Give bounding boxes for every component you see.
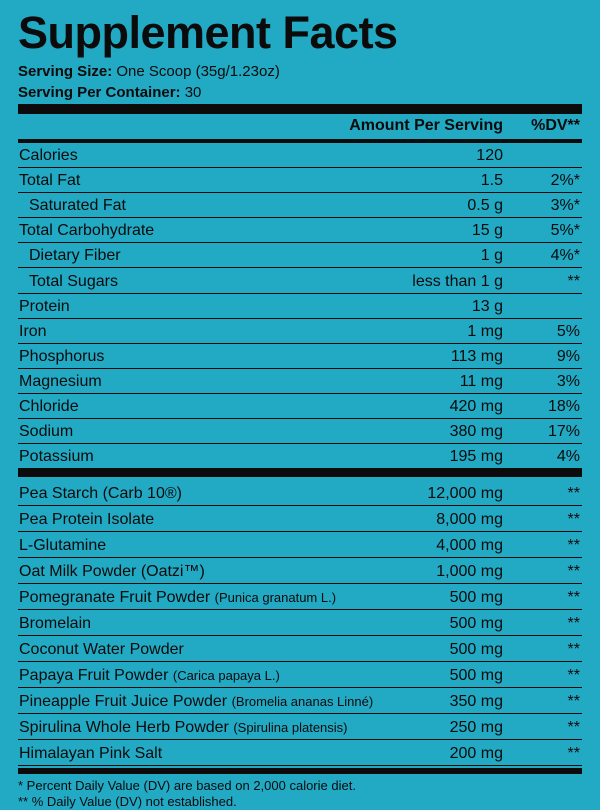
row-name-text: Dietary Fiber xyxy=(29,247,121,265)
row-name-text: Total Fat xyxy=(19,172,81,190)
row-name-text: L-Glutamine xyxy=(19,537,107,554)
row-name-text: Coconut Water Powder xyxy=(19,641,184,658)
row-amount: 420 mg xyxy=(449,398,503,415)
servings-per-container-value: 30 xyxy=(180,84,202,101)
row-scientific-name: (Bromelia ananas Linné) xyxy=(231,694,374,709)
table-row xyxy=(18,481,582,506)
row-amount: 1.5 xyxy=(480,172,503,190)
row-name xyxy=(19,348,104,366)
row-amount: 500 mg xyxy=(449,615,503,632)
table-row xyxy=(18,419,582,444)
row-dv: ** xyxy=(567,485,580,502)
row-name xyxy=(19,511,154,529)
row-amount: 350 mg xyxy=(449,693,503,710)
servings-per-container xyxy=(18,84,201,102)
supplement-facts-panel xyxy=(18,0,582,809)
row-name-text: Potassium xyxy=(19,448,94,466)
table-row xyxy=(18,319,582,344)
row-name-text: Protein xyxy=(19,297,70,315)
footnote-dv: * Percent Daily Value (DV) are based on 2,000 calorie diet. xyxy=(18,778,356,793)
table-row xyxy=(18,143,582,168)
row-name-text: Pea Protein Isolate xyxy=(19,511,155,528)
row-name-text: Iron xyxy=(19,322,47,340)
dv-header: %DV** xyxy=(531,117,580,134)
table-row xyxy=(18,559,582,584)
row-name xyxy=(29,273,118,291)
row-amount: 11 mg xyxy=(459,372,503,390)
row-name-text: Pea Starch (Carb 10®) xyxy=(19,485,182,502)
row-dv: 4% xyxy=(556,448,580,466)
footnote-not-established: ** % Daily Value (DV) not established. xyxy=(18,794,237,809)
row-amount: 500 mg xyxy=(449,667,503,684)
table-row xyxy=(18,218,582,243)
row-dv: 4%* xyxy=(550,247,580,265)
row-name xyxy=(19,667,280,685)
row-name-text: Chloride xyxy=(19,398,79,415)
row-amount: 1,000 mg xyxy=(436,563,503,580)
row-dv: 2%* xyxy=(550,172,580,190)
row-name xyxy=(19,485,182,503)
serving-size-label: Serving Size: xyxy=(18,63,113,80)
row-name-text: Calories xyxy=(19,147,78,164)
row-amount: 4,000 mg xyxy=(436,537,503,554)
row-scientific-name: (Carica papaya L.) xyxy=(172,668,280,683)
row-amount: 12,000 mg xyxy=(427,485,503,502)
row-dv: ** xyxy=(567,272,580,290)
table-row xyxy=(18,193,582,218)
row-amount: 1 mg xyxy=(467,322,503,340)
row-name-text: Total Sugars xyxy=(29,272,118,290)
row-name xyxy=(19,398,79,416)
column-header xyxy=(18,114,582,138)
table-row xyxy=(18,294,582,319)
table-row xyxy=(18,611,582,636)
row-name xyxy=(19,373,102,391)
row-dv: 3% xyxy=(556,372,580,390)
row-dv: ** xyxy=(567,641,580,658)
thick-divider xyxy=(18,104,582,114)
table-row xyxy=(18,369,582,394)
row-amount: 15 g xyxy=(471,222,503,240)
row-name xyxy=(19,323,47,341)
section-divider xyxy=(18,468,582,477)
table-row xyxy=(18,243,582,268)
row-dv: 3%* xyxy=(550,197,580,215)
row-name xyxy=(29,247,121,265)
row-name-text: Pomegranate Fruit Powder xyxy=(19,589,211,606)
row-dv: 9% xyxy=(556,347,580,365)
row-name xyxy=(19,641,184,659)
row-name-text: Phosphorus xyxy=(19,347,105,365)
row-amount: 250 mg xyxy=(449,719,503,736)
row-amount: 120 xyxy=(476,147,503,164)
row-dv: ** xyxy=(567,589,580,606)
row-amount: 8,000 mg xyxy=(436,511,503,528)
table-row xyxy=(18,741,582,766)
row-dv: 17% xyxy=(547,423,580,441)
table-row xyxy=(18,507,582,532)
row-amount: less than 1 g xyxy=(412,272,503,290)
row-name-text: Sodium xyxy=(19,423,74,441)
row-name xyxy=(19,298,70,316)
row-dv: ** xyxy=(567,511,580,528)
row-amount: 500 mg xyxy=(449,641,503,658)
row-name xyxy=(19,615,91,633)
row-name xyxy=(19,719,348,737)
row-amount: 1 g xyxy=(480,247,503,265)
row-name-text: Papaya Fruit Powder xyxy=(19,667,169,684)
row-dv: ** xyxy=(567,537,580,554)
row-dv: 18% xyxy=(547,398,580,415)
row-amount: 13 g xyxy=(471,297,503,315)
row-name xyxy=(19,693,373,711)
bottom-divider xyxy=(18,768,582,774)
table-row xyxy=(18,663,582,688)
row-name-text: Magnesium xyxy=(19,372,102,390)
row-amount: 113 mg xyxy=(450,347,503,365)
row-name xyxy=(19,222,154,240)
panel-title: Supplement Facts xyxy=(18,7,398,58)
row-scientific-name: (Spirulina platensis) xyxy=(233,720,348,735)
table-row xyxy=(18,637,582,662)
row-dv: 5% xyxy=(556,322,580,340)
row-amount: 0.5 g xyxy=(467,197,503,215)
row-name-text: Total Carbohydrate xyxy=(19,222,155,240)
row-name xyxy=(19,745,162,763)
row-name-text: Pineapple Fruit Juice Powder xyxy=(19,693,228,710)
row-dv: ** xyxy=(567,693,580,710)
row-name-text: Spirulina Whole Herb Powder xyxy=(19,719,229,736)
row-name xyxy=(19,589,336,607)
row-name xyxy=(19,563,205,581)
table-row xyxy=(18,168,582,193)
row-dv: ** xyxy=(567,615,580,632)
row-amount: 500 mg xyxy=(449,589,503,606)
row-dv: 5%* xyxy=(550,222,580,240)
table-row xyxy=(18,269,582,294)
table-row xyxy=(18,344,582,369)
row-name xyxy=(19,537,106,555)
serving-size-value: One Scoop (35g/1.23oz) xyxy=(112,63,280,80)
row-name xyxy=(29,197,126,215)
row-name-text: Oat Milk Powder (Oatzi™) xyxy=(19,563,205,580)
table-row xyxy=(18,689,582,714)
row-name xyxy=(19,448,94,466)
row-amount: 200 mg xyxy=(449,745,503,762)
row-name xyxy=(19,423,73,441)
row-dv: ** xyxy=(567,719,580,736)
table-row xyxy=(18,444,582,469)
serving-size xyxy=(18,63,280,81)
row-scientific-name: (Punica granatum L.) xyxy=(214,590,337,605)
row-name-text: Saturated Fat xyxy=(29,197,126,215)
table-row xyxy=(18,533,582,558)
table-row xyxy=(18,394,582,419)
row-name-text: Himalayan Pink Salt xyxy=(19,745,163,762)
table-row xyxy=(18,715,582,740)
row-dv: ** xyxy=(567,563,580,580)
row-amount: 380 mg xyxy=(449,423,503,441)
servings-per-container-label: Serving Per Container: xyxy=(18,84,181,101)
row-dv: ** xyxy=(567,745,580,762)
amount-header: Amount Per Serving xyxy=(349,117,503,134)
row-amount: 195 mg xyxy=(449,448,503,466)
row-dv: ** xyxy=(567,667,580,684)
row-name-text: Bromelain xyxy=(19,615,92,632)
row-name xyxy=(19,172,80,190)
row-name xyxy=(19,147,78,165)
table-row xyxy=(18,585,582,610)
